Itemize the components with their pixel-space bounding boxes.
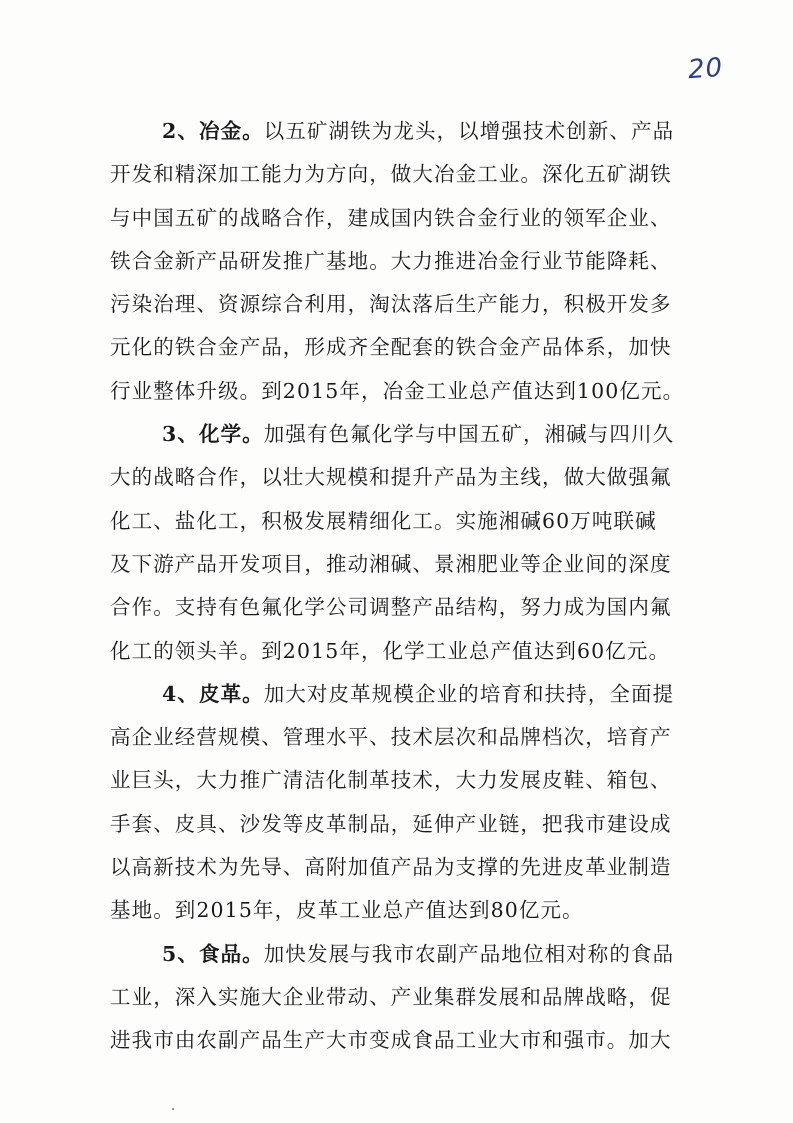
text-line: 基地。到2015年，皮革工业总产值达到80亿元。 <box>110 898 584 923</box>
text-line: 以高新技术为先导、高附加值产品为支撑的先进皮革业制造 <box>110 855 672 880</box>
paragraph-chemical-line: 3、化学。加强有色氟化学与中国五矿，湘碱与四川久 <box>162 422 675 447</box>
text-line: 化工、盐化工，积极发展精细化工。实施湘碱60万吨联碱 <box>110 508 657 533</box>
body-text <box>110 110 700 1063</box>
text-line: 工业，深入实施大企业带动、产业集群发展和品牌战略，促 <box>110 984 672 1009</box>
paragraph-food-line: 5、食品。加快发展与我市农副产品地位相对称的食品 <box>162 941 675 966</box>
text-line: 进我市由农副产品生产大市变成食品工业大市和强市。加大 <box>110 1028 672 1053</box>
text-line: 行业整体升级。到2015年，冶金工业总产值达到100亿元。 <box>110 378 685 403</box>
section-heading-chemical: 3、化学。 <box>162 422 264 447</box>
scan-speck <box>172 1108 174 1110</box>
text-line: 污染治理、资源综合利用，淘汰落后生产能力，积极开发多 <box>110 292 672 317</box>
text-line: 高企业经营规模、管理水平、技术层次和品牌档次，培育产 <box>110 725 672 750</box>
handwritten-page-number: 20 <box>686 52 725 86</box>
text-line: 开发和精深加工能力为方向，做大冶金工业。深化五矿湖铁 <box>110 162 672 187</box>
text-line: 铁合金新产品研发推广基地。大力推进冶金行业节能降耗、 <box>110 248 672 273</box>
text-line: 手套、皮具、沙发等皮革制品，延伸产业链，把我市建设成 <box>110 811 672 836</box>
text-line: 合作。支持有色氟化学公司调整产品结构，努力成为国内氟 <box>110 595 672 620</box>
text-line: 化工的领头羊。到2015年，化学工业总产值达到60亿元。 <box>110 638 671 663</box>
paragraph-metallurgy-line: 2、冶金。以五矿湖铁为龙头，以增强技术创新、产品 <box>162 119 675 143</box>
paragraph-leather-line: 4、皮革。加大对皮革规模企业的培育和扶持，全面提 <box>162 681 675 706</box>
text-line: 元化的铁合金产品，形成齐全配套的铁合金产品体系，加快 <box>110 335 672 360</box>
section-heading-metallurgy: 2、冶金。 <box>162 119 264 143</box>
section-heading-food: 5、食品。 <box>162 941 264 966</box>
text-line: 业巨头，大力推广清洁化制革技术，大力发展皮鞋、箱包、 <box>110 768 672 793</box>
section-heading-leather: 4、皮革。 <box>162 681 264 706</box>
text-line: 与中国五矿的战略合作，建成国内铁合金行业的领军企业、 <box>110 205 672 230</box>
text-line: 及下游产品开发项目，推动湘碱、景湘肥业等企业间的深度 <box>110 551 672 576</box>
text-line: 大的战略合作，以壮大规模和提升产品为主线，做大做强氟 <box>110 465 672 490</box>
